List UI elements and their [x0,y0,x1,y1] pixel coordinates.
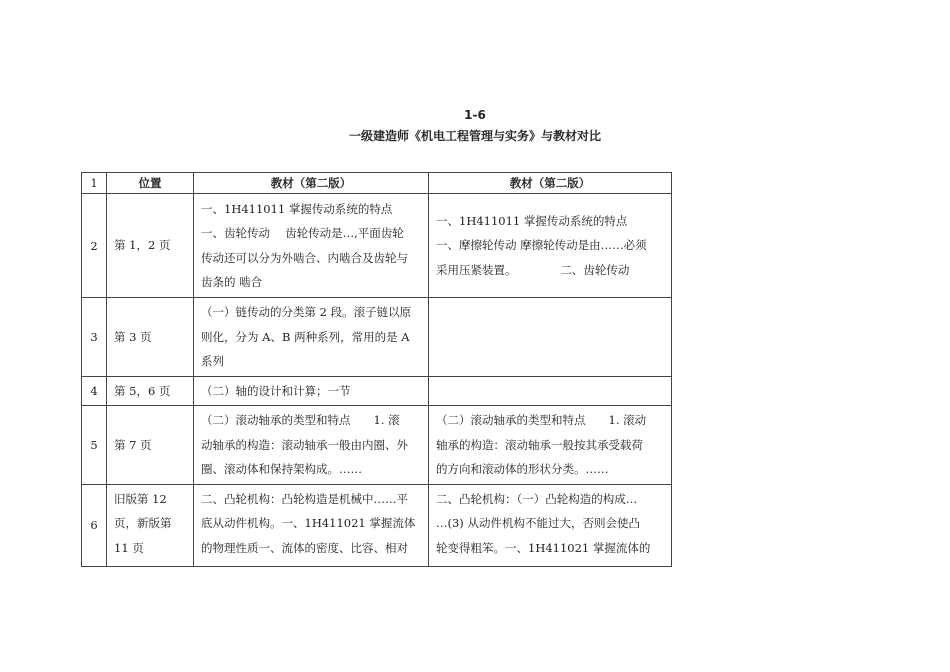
cell-text-line: （二）轴的设计和计算；一节 [201,383,351,398]
cell-text-line: 旧版第 12 [114,491,167,506]
cell-text-line: 动轴承的构造：滚动轴承一般由内圈、外 [201,437,408,452]
textbook-b-cell [429,376,672,406]
textbook-a-cell [194,376,429,406]
table-row [82,194,672,298]
cell-text-line: 的物理性质一、流体的密度、比容、相对 [201,540,408,555]
header-textbook-b: 教材（第二版） [429,173,672,194]
cell-text-line: （二）滚动轴承的类型和特点 1. 滚 [201,413,400,427]
row-number: 3 [82,298,107,377]
position-cell [107,194,194,298]
cell-text-line: 圈、滚动体和保持架构成。…… [201,462,362,476]
cell-text-line: 一、1H411011 掌握传动系统的特点 [436,213,628,228]
textbook-a-cell [194,298,429,377]
header-textbook-a: 教材（第二版） [194,173,429,194]
document-title: 一级建造师《机电工程管理与实务》与教材对比 [348,129,601,143]
cell-text-line: 采用压紧装置。 二、齿轮传动 [436,262,630,277]
cell-text-line: 第 3 页 [114,329,152,344]
cell-text-line: 页，新版第 [114,516,172,530]
cell-text-line: 则化，分为 A、B 两种系列，常用的是 A [201,329,410,344]
table-row [82,376,672,406]
cell-text-line: 11 页 [114,540,144,555]
cell-text-line: 系列 [201,354,224,368]
row-number: 5 [82,406,107,485]
cell-text-line: 第 1，2 页 [114,238,171,253]
header-position: 位置 [107,173,194,194]
document-number: 1-6 [464,108,486,122]
textbook-b-cell [429,484,672,566]
cell-text-line: 传动还可以分为外啮合、内啮合及齿轮与 [201,250,408,265]
cell-text-line: 一、摩擦轮传动 摩擦轮传动是由……必须 [436,238,647,253]
cell-text-line: 二、凸轮机构：凸轮构造是机械中……平 [201,491,408,506]
position-cell [107,484,194,566]
position-cell [107,376,194,406]
position-cell [107,406,194,485]
cell-text-line: 第 7 页 [114,437,152,452]
cell-text-line: 二、凸轮机构：（一）凸轮构造的构成… [436,491,638,506]
cell-text-line: 一、齿轮传动 齿轮传动是…,平面齿轮 [201,226,404,240]
table-row [82,298,672,377]
cell-text-line: 齿条的 啮合 [201,275,263,289]
textbook-a-cell [194,406,429,485]
table-row [82,406,672,485]
textbook-b-cell [429,298,672,377]
textbook-b-cell [429,194,672,298]
table-row [82,484,672,566]
row-number: 6 [82,484,107,566]
cell-text-line: （一）链传动的分类第 2 段。滚子链以原 [201,305,412,319]
comparison-table [81,172,672,567]
cell-text-line: …(3) 从动件机构不能过大，否则会使凸 [436,516,640,530]
textbook-a-cell [194,484,429,566]
textbook-b-cell [429,406,672,485]
cell-text-line: （二）滚动轴承的类型和特点 1. 滚动 [436,413,647,427]
position-cell [107,298,194,377]
table-header-row [82,173,672,194]
textbook-a-cell [194,194,429,298]
row-number: 2 [82,194,107,298]
cell-text-line: 第 5，6 页 [114,383,171,398]
row-number: 4 [82,376,107,406]
cell-text-line: 轴承的构造：滚动轴承一般按其承受载荷 [436,437,643,452]
cell-text-line: 轮变得粗笨。一、1H411021 掌握流体的 [436,540,651,555]
cell-text-line: 一、1H411011 掌握传动系统的特点 [201,201,393,216]
cell-text-line: 底从动件机构。一、1H411021 掌握流体 [201,516,416,530]
cell-text-line: 的方向和滚动体的形状分类。…… [436,462,609,476]
header-index: 1 [82,173,107,194]
